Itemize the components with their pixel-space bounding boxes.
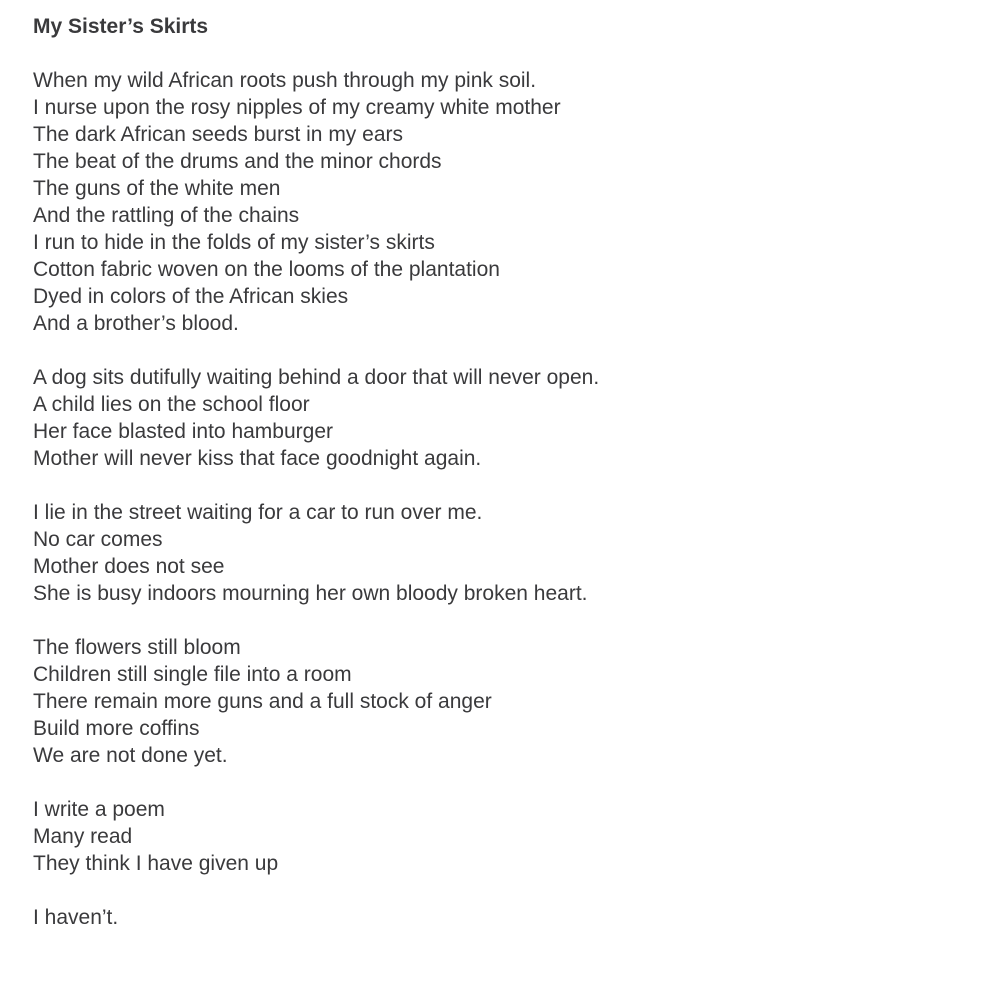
poem-line: There remain more guns and a full stock of anger: [33, 690, 492, 713]
poem-line: No car comes: [33, 528, 163, 551]
poem-document: [33, 13, 973, 931]
poem-line: I run to hide in the folds of my sister’s skirts: [33, 231, 435, 254]
poem-line: The guns of the white men: [33, 177, 281, 200]
poem-line: The flowers still bloom: [33, 636, 241, 659]
poem-line: Many read: [33, 825, 133, 848]
stanza-4: [33, 634, 973, 769]
poem-line: Build more coffins: [33, 717, 200, 740]
poem-line: The beat of the drums and the minor chords: [33, 150, 442, 173]
poem-line: When my wild African roots push through my pink soil.: [33, 69, 537, 92]
poem-line: I lie in the street waiting for a car to run over me.: [33, 501, 483, 524]
poem-line: I nurse upon the rosy nipples of my creamy white mother: [33, 96, 561, 119]
poem-line: I write a poem: [33, 798, 165, 821]
poem-line: We are not done yet.: [33, 744, 228, 767]
poem-line: Her face blasted into hamburger: [33, 420, 333, 443]
stanza-1: [33, 67, 973, 337]
poem-line: They think I have given up: [33, 852, 279, 875]
poem-title: My Sister’s Skirts: [33, 15, 209, 38]
poem-line: The dark African seeds burst in my ears: [33, 123, 403, 146]
poem-line: And a brother’s blood.: [33, 312, 239, 335]
poem-line: Dyed in colors of the African skies: [33, 285, 349, 308]
poem-line: I haven’t.: [33, 906, 119, 929]
stanza-2: [33, 364, 973, 472]
poem-line: Mother will never kiss that face goodnight again.: [33, 447, 482, 470]
stanza-6: [33, 904, 973, 931]
poem-line: Mother does not see: [33, 555, 225, 578]
poem-line: A dog sits dutifully waiting behind a door that will never open.: [33, 366, 600, 389]
poem-line: A child lies on the school floor: [33, 393, 310, 416]
poem-line: Cotton fabric woven on the looms of the plantation: [33, 258, 500, 281]
poem-line: And the rattling of the chains: [33, 204, 300, 227]
stanza-3: [33, 499, 973, 607]
poem-line: Children still single file into a room: [33, 663, 352, 686]
stanza-5: [33, 796, 973, 877]
poem-line: She is busy indoors mourning her own bloody broken heart.: [33, 582, 588, 605]
